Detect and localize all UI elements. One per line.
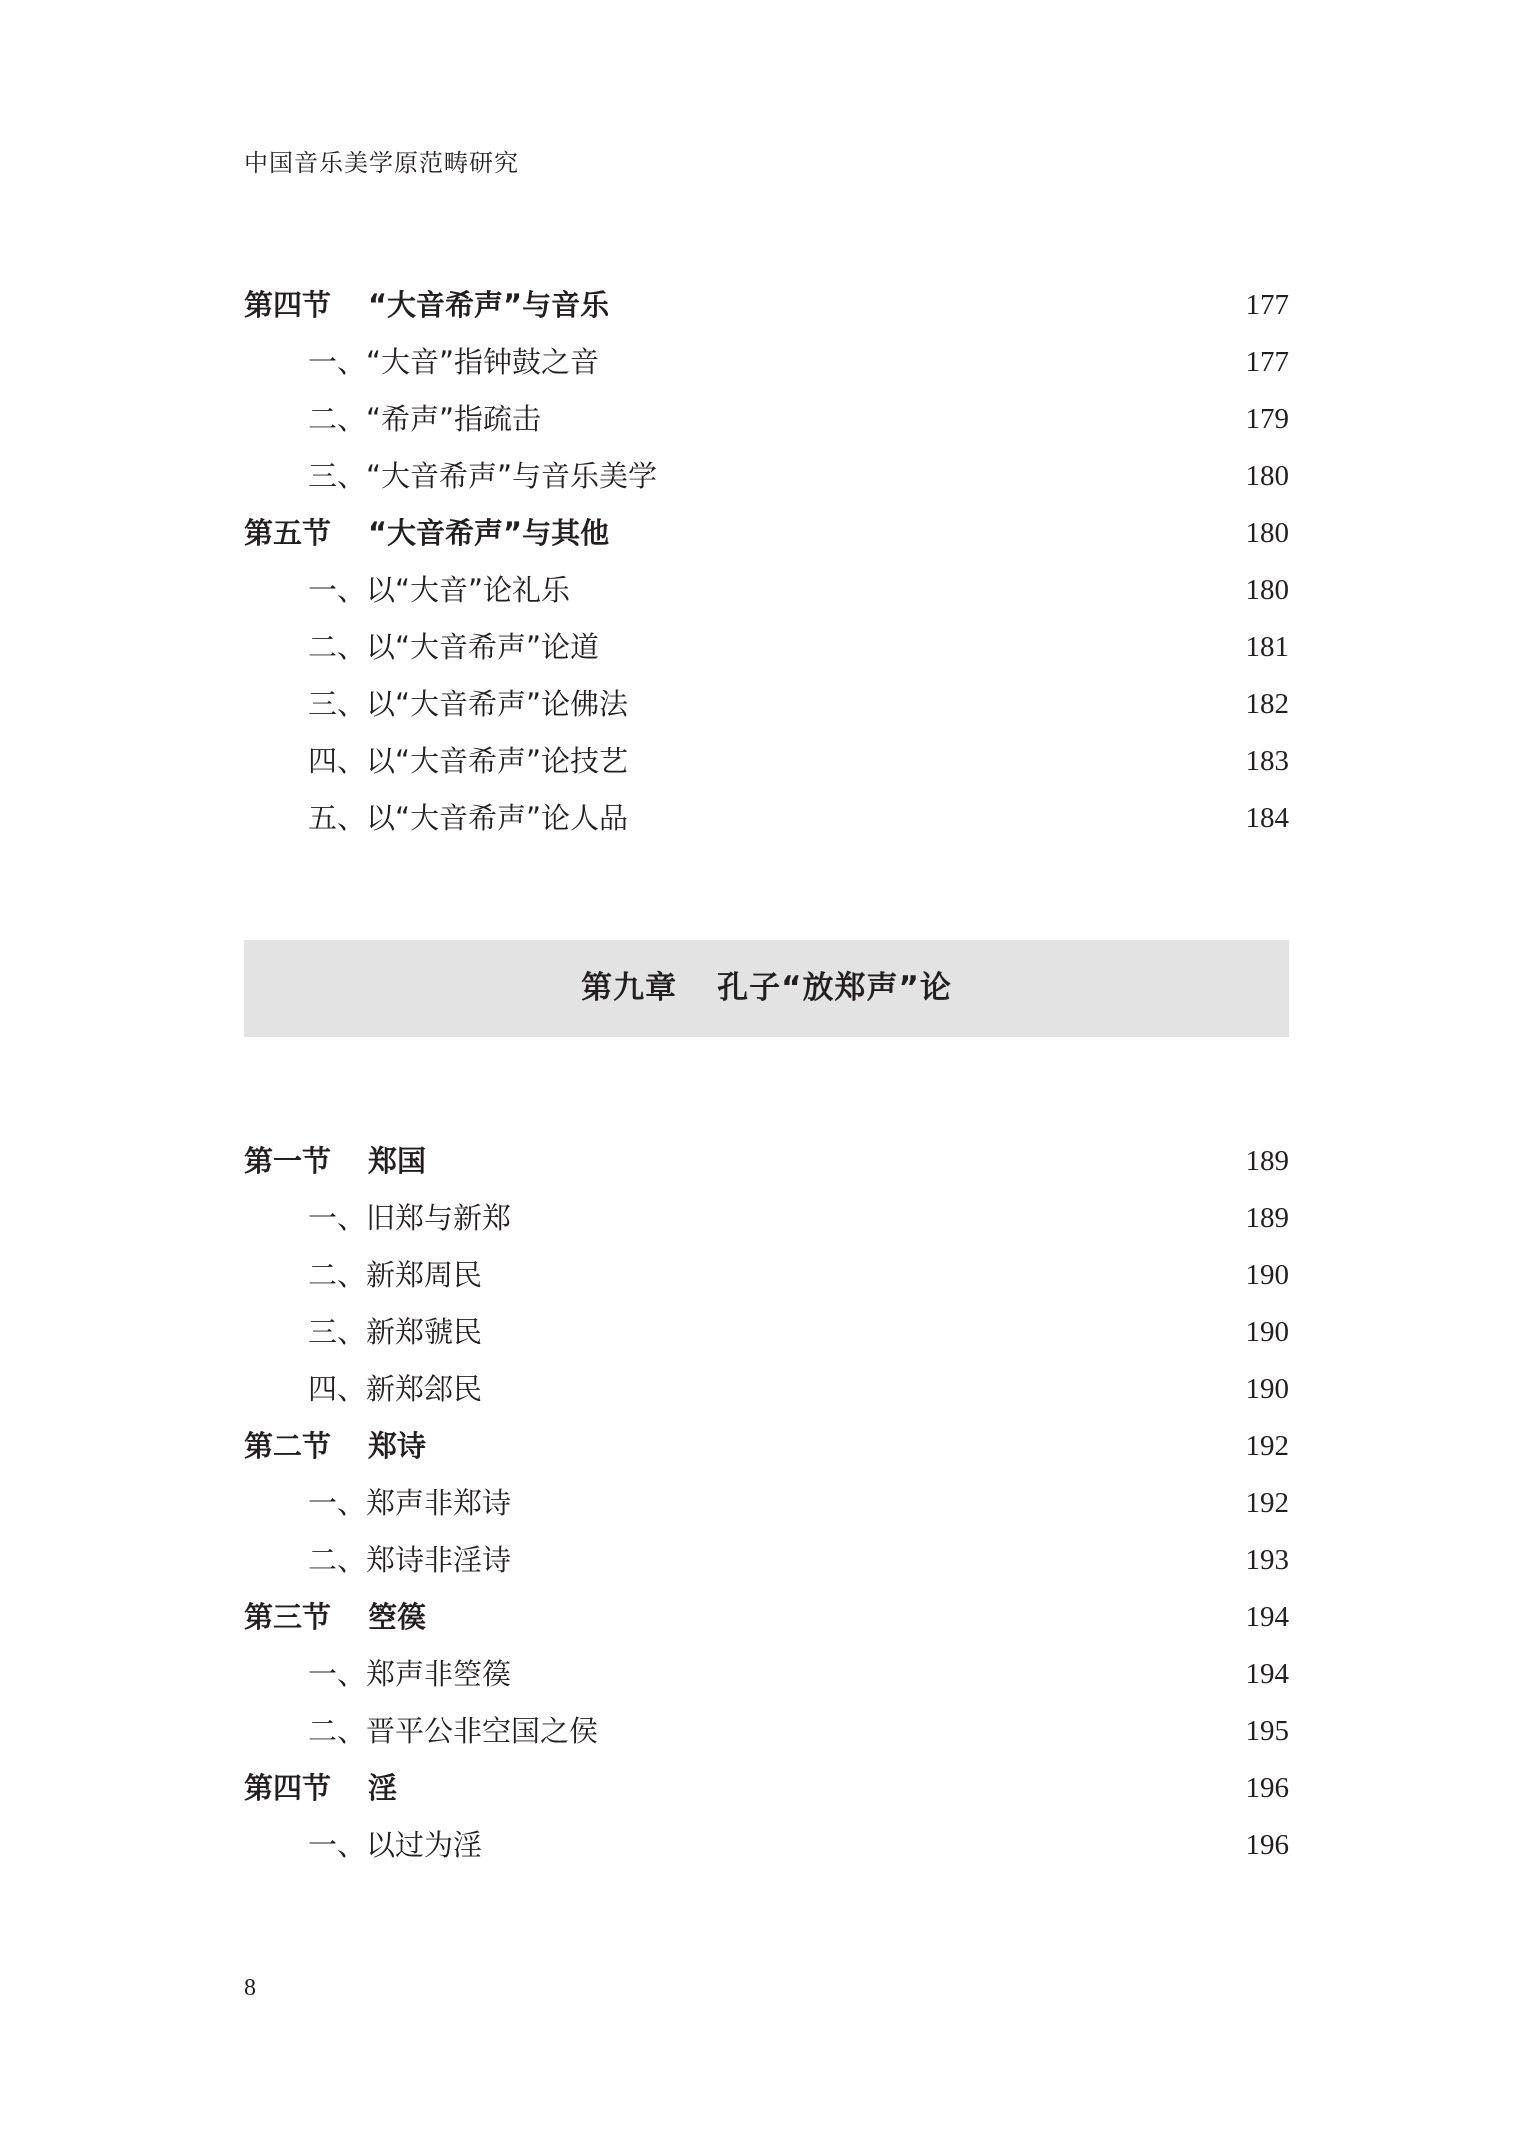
toc-page-number: 189 — [1245, 1145, 1289, 1177]
toc-section-title: 淫 — [368, 1771, 398, 1805]
toc-section-number: 第二节 — [244, 1429, 332, 1463]
toc-page-number: 184 — [1245, 802, 1289, 834]
toc-section-label — [244, 1760, 397, 1817]
toc-item-row — [244, 733, 1289, 790]
toc-item-row — [244, 676, 1289, 733]
toc-item-row — [244, 391, 1289, 448]
toc-page-number: 181 — [1245, 631, 1289, 663]
toc-item-row — [244, 562, 1289, 619]
toc-item-row — [244, 334, 1289, 391]
toc-item-label: 五、以“大音希声”论人品 — [308, 801, 629, 835]
toc-section-label — [244, 1589, 426, 1646]
toc-item-row — [244, 1703, 1289, 1760]
toc-page-number: 190 — [1245, 1316, 1289, 1348]
chapter-title: 孔子“放郑声”论 — [717, 970, 952, 1006]
toc-section-label — [244, 1133, 426, 1190]
toc-item-label: 一、以“大音”论礼乐 — [308, 573, 571, 607]
toc-section-number: 第四节 — [244, 288, 332, 322]
toc-section-label — [244, 505, 609, 562]
toc-page-number: 196 — [1245, 1772, 1289, 1804]
toc-section-row — [244, 505, 1289, 562]
toc-item-label: 四、以“大音希声”论技艺 — [308, 744, 629, 778]
toc-page-number: 177 — [1245, 346, 1289, 378]
page-number: 8 — [244, 1975, 256, 2001]
toc-item-row — [244, 1532, 1289, 1589]
toc-page-number: 177 — [1245, 289, 1289, 321]
toc-section-title: 郑诗 — [368, 1429, 427, 1463]
toc-item-label: 二、“希声”指疏击 — [308, 402, 542, 436]
toc-item-label: 四、新郑郐民 — [308, 1372, 483, 1406]
chapter-heading — [244, 940, 1289, 1037]
toc-item-row — [244, 1190, 1289, 1247]
toc-section-row — [244, 1418, 1289, 1475]
toc-page-number: 196 — [1245, 1829, 1289, 1861]
toc-item-label: 一、郑声非郑诗 — [308, 1486, 512, 1520]
toc-item-label: 三、新郑虢民 — [308, 1315, 483, 1349]
toc-item-label: 一、“大音”指钟鼓之音 — [308, 345, 600, 379]
running-header: 中国音乐美学原范畴研究 — [244, 149, 519, 177]
toc-item-row — [244, 1475, 1289, 1532]
toc-page-number: 182 — [1245, 688, 1289, 720]
toc-section-title: 箜篌 — [368, 1600, 427, 1634]
toc-section-title: 郑国 — [368, 1144, 427, 1178]
toc-section-row — [244, 1589, 1289, 1646]
toc-section-title: “大音希声”与音乐 — [368, 288, 610, 322]
toc-item-label: 二、以“大音希声”论道 — [308, 630, 600, 664]
toc-item-label: 二、郑诗非淫诗 — [308, 1543, 512, 1577]
toc-page-number: 190 — [1245, 1373, 1289, 1405]
toc-item-row — [244, 1361, 1289, 1418]
chapter-number: 第九章 — [581, 970, 678, 1006]
toc-page-number: 179 — [1245, 403, 1289, 435]
toc-item-label: 三、“大音希声”与音乐美学 — [308, 459, 658, 493]
toc-section-number: 第五节 — [244, 516, 332, 550]
toc-item-row — [244, 1646, 1289, 1703]
toc-section-label — [244, 277, 609, 334]
toc-section-title: “大音希声”与其他 — [368, 516, 610, 550]
toc-page-number: 190 — [1245, 1259, 1289, 1291]
toc-list-part1 — [244, 277, 1289, 847]
toc-page-number: 193 — [1245, 1544, 1289, 1576]
toc-item-row — [244, 619, 1289, 676]
toc-item-label: 二、新郑周民 — [308, 1258, 483, 1292]
toc-page-number: 180 — [1245, 574, 1289, 606]
toc-page-number: 195 — [1245, 1715, 1289, 1747]
toc-item-row — [244, 448, 1289, 505]
toc-section-row — [244, 1760, 1289, 1817]
toc-page-number: 189 — [1245, 1202, 1289, 1234]
toc-item-label: 一、郑声非箜篌 — [308, 1657, 512, 1691]
toc-item-label: 三、以“大音希声”论佛法 — [308, 687, 629, 721]
toc-page-number: 194 — [1245, 1658, 1289, 1690]
toc-item-row — [244, 790, 1289, 847]
toc-section-label — [244, 1418, 426, 1475]
toc-section-number: 第四节 — [244, 1771, 332, 1805]
toc-section-number: 第一节 — [244, 1144, 332, 1178]
toc-item-row — [244, 1247, 1289, 1304]
toc-section-row — [244, 1133, 1289, 1190]
toc-item-label: 二、晋平公非空国之侯 — [308, 1714, 599, 1748]
toc-item-row — [244, 1304, 1289, 1361]
toc-list-part2 — [244, 1133, 1289, 1874]
toc-item-label: 一、以过为淫 — [308, 1828, 483, 1862]
toc-page-number: 194 — [1245, 1601, 1289, 1633]
toc-page-number: 183 — [1245, 745, 1289, 777]
toc-item-row — [244, 1817, 1289, 1874]
toc-page-number: 192 — [1245, 1487, 1289, 1519]
toc-item-label: 一、旧郑与新郑 — [308, 1201, 512, 1235]
toc-page-number: 180 — [1245, 460, 1289, 492]
toc-page-number: 180 — [1245, 517, 1289, 549]
toc-section-number: 第三节 — [244, 1600, 332, 1634]
toc-section-row — [244, 277, 1289, 334]
toc-page-number: 192 — [1245, 1430, 1289, 1462]
